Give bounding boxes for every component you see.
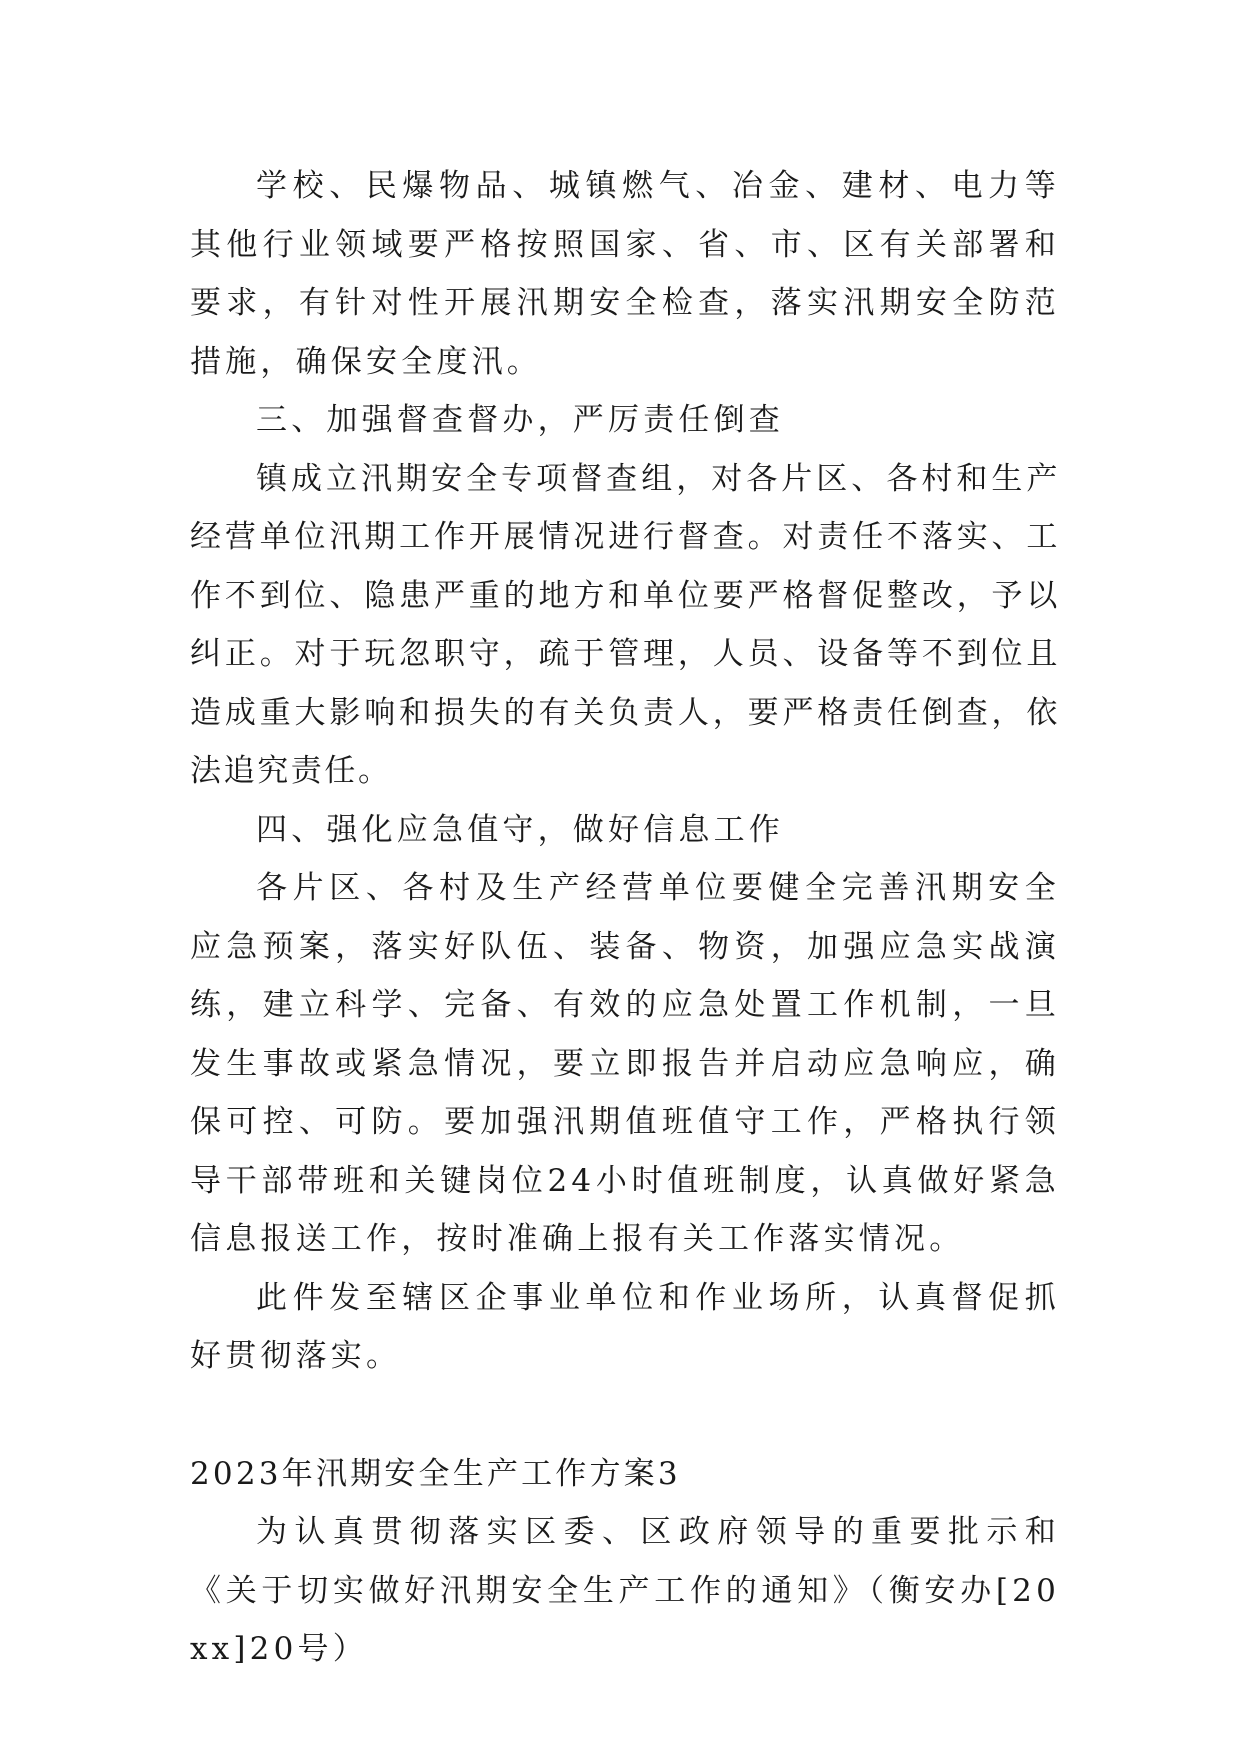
- section-title: 2023年汛期安全生产工作方案3: [190, 1455, 681, 1492]
- section-gap: [190, 1386, 1060, 1445]
- heading-emergency-duty: 四、强化应急值守，做好信息工作: [256, 811, 784, 848]
- paragraph-safety-industries: 学校、民爆物品、城镇燃气、冶金、建材、电力等其他行业领域要严格按照国家、省、市、区有关部署和要求，有针对性开展汛期安全检查，落实汛期安全防范措施，确保安全度汛。: [190, 168, 1060, 380]
- paragraph-emergency-duty: 各片区、各村及生产经营单位要健全完善汛期安全应急预案，落实好队伍、装备、物资，加强应急实战演练，建立科学、完备、有效的应急处置工作机制，一旦发生事故或紧急情况，要立即报告并启动应急响应，确保可控、可防。要加强汛期值班值守工作，严格执行领导干部带班和关键岗位24小时值班制度，认真做好紧急信息报送工作，按时准确上报有关工作落实情况。: [190, 870, 1060, 1257]
- document-page: [190, 157, 1060, 1679]
- paragraph-plan-intro: 为认真贯彻落实区委、区政府领导的重要批示和《关于切实做好汛期安全生产工作的通知》（衡安办[20xx]20号）: [190, 1514, 1060, 1667]
- heading-supervision: 三、加强督查督办，严厉责任倒查: [256, 402, 784, 438]
- paragraph-distribution: 此件发至辖区企事业单位和作业场所，认真督促抓好贯彻落实。: [190, 1279, 1060, 1374]
- paragraph-supervision: 镇成立汛期安全专项督查组，对各片区、各村和生产经营单位汛期工作开展情况进行督查。对责任不落实、工作不到位、隐患严重的地方和单位要严格督促整改，予以纠正。对于玩忽职守，疏于管理，人员、设备等不到位且造成重大影响和损失的有关负责人，要严格责任倒查，依法追究责任。: [190, 460, 1060, 789]
